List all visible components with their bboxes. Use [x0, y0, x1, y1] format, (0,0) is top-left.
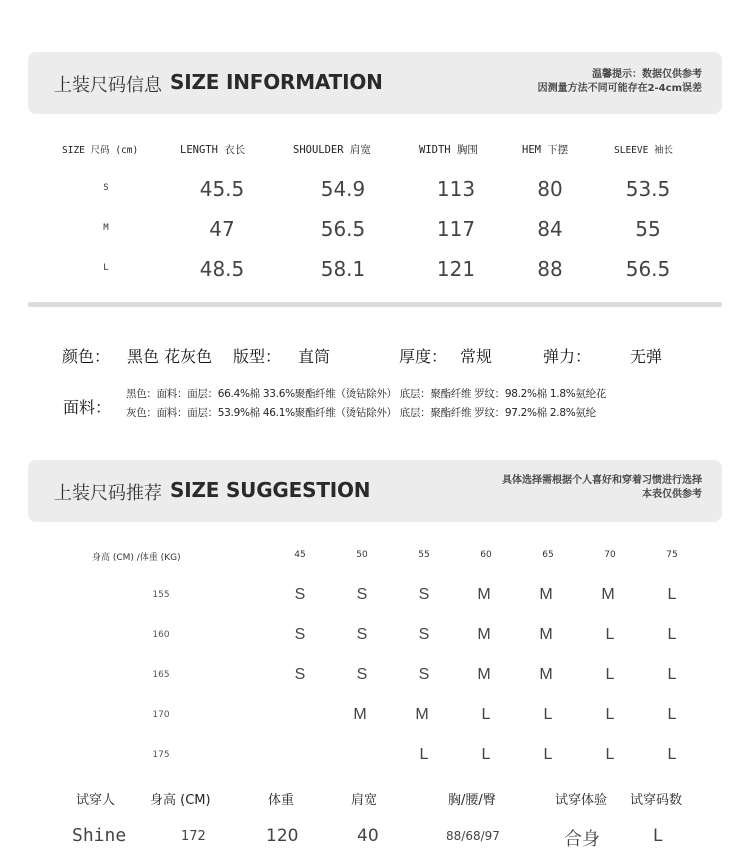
size-cell: S — [294, 586, 306, 603]
size-label: M — [103, 223, 109, 233]
size-cell: M — [539, 626, 553, 643]
size-label: L — [103, 263, 109, 273]
size-cell: M — [539, 666, 553, 683]
tryon-size: L — [653, 826, 663, 846]
tryon-header-experience: 试穿体验 — [555, 793, 608, 808]
tryon-header-size: 试穿码数 — [630, 793, 683, 808]
tryon-header-person: 试穿人 — [76, 793, 116, 808]
tryon-header-bwh: 胸/腰/臀 — [448, 793, 496, 808]
size-cell: S — [356, 586, 368, 603]
fabric-black-line: 黑色：面料：面层：66.4%棉 33.6%聚酯纤维（烫钻除外） 底层：聚酯纤维 罗纹：98.2%棉 1.8%氨纶花 — [126, 388, 606, 400]
size-suggestion-note-line1: 具体选择需根据个人喜好和穿着习惯进行选择 — [502, 475, 702, 486]
weight-header: 55 — [418, 550, 430, 560]
tryon-header-shoulder: 肩宽 — [351, 793, 378, 808]
size-cell: S — [356, 626, 368, 643]
height-weight-corner-label: 身高 (CM) /体重 (KG) — [92, 553, 181, 563]
size-cell: L — [543, 706, 553, 723]
fabric-grey-line: 灰色：面料：面层：53.9%棉 46.1%聚酯纤维（烫钻除外） 底层：聚酯纤维 罗纹：97.2%棉 2.8%氨纶 — [126, 407, 596, 419]
size-suggestion-title-cn: 上装尺码推荐 — [54, 483, 162, 504]
tryon-experience: 合身 — [564, 829, 600, 850]
size-cell: S — [294, 626, 306, 643]
size-info-title-cn: 上装尺码信息 — [54, 75, 162, 96]
size-cell: L — [605, 666, 615, 683]
size-cell: L — [667, 626, 677, 643]
length-value: 45.5 — [199, 177, 245, 201]
size-cell: L — [481, 746, 491, 763]
shoulder-col-header: SHOULDER 肩宽 — [293, 144, 371, 156]
height-label: 170 — [152, 710, 170, 720]
weight-header: 65 — [542, 550, 554, 560]
length-value: 48.5 — [199, 257, 245, 281]
size-cell: S — [294, 666, 306, 683]
size-cell: M — [601, 586, 615, 603]
size-info-title-en: SIZE INFORMATION — [170, 70, 383, 94]
size-cell: S — [418, 626, 430, 643]
size-info-banner — [28, 52, 722, 114]
size-suggestion-note — [502, 474, 702, 502]
size-cell: L — [667, 666, 677, 683]
height-label: 155 — [152, 590, 170, 600]
width-col-header: WIDTH 胸围 — [419, 144, 478, 156]
size-cell: S — [418, 666, 430, 683]
weight-header: 75 — [666, 550, 678, 560]
section-divider — [28, 302, 722, 307]
fit-label: 版型： — [233, 347, 282, 366]
shoulder-value: 54.9 — [320, 177, 366, 201]
height-label: 165 — [152, 670, 170, 680]
fabric-label: 面料： — [63, 398, 112, 417]
tryon-shoulder: 40 — [357, 826, 379, 846]
size-suggestion-banner — [28, 460, 722, 522]
size-info-note-line1: 温馨提示：数据仅供参考 — [592, 69, 702, 80]
sleeve-value: 56.5 — [625, 257, 671, 281]
size-cell: L — [605, 706, 615, 723]
size-suggestion-note-line2: 本表仅供参考 — [642, 489, 702, 500]
thickness-label: 厚度： — [399, 347, 448, 366]
width-value: 113 — [436, 177, 476, 201]
hem-col-header: HEM 下摆 — [522, 144, 569, 156]
size-col-header: SIZE 尺码 (cm) — [62, 145, 139, 156]
size-cell: M — [477, 666, 491, 683]
length-value: 47 — [209, 217, 235, 241]
size-cell: S — [356, 666, 368, 683]
weight-header: 50 — [356, 550, 368, 560]
size-cell: M — [539, 586, 553, 603]
color-label: 颜色： — [62, 347, 111, 366]
size-cell: L — [481, 706, 491, 723]
size-cell: L — [667, 746, 677, 763]
elasticity-value: 无弹 — [630, 347, 663, 366]
width-value: 121 — [436, 257, 476, 281]
shoulder-value: 58.1 — [320, 257, 366, 281]
tryon-bwh: 88/68/97 — [446, 829, 500, 843]
elasticity-label: 弹力： — [543, 347, 592, 366]
weight-header: 70 — [604, 550, 616, 560]
size-cell: L — [605, 746, 615, 763]
hem-value: 88 — [537, 257, 563, 281]
height-label: 175 — [152, 750, 170, 760]
fit-value: 直筒 — [298, 347, 331, 366]
size-info-note-line2: 因测量方法不同可能存在2-4cm误差 — [537, 83, 702, 94]
size-suggestion-title-en: SIZE SUGGESTION — [170, 478, 371, 502]
tryon-height: 172 — [181, 829, 206, 844]
size-cell: M — [353, 706, 367, 723]
weight-header: 45 — [294, 550, 306, 560]
size-cell: M — [477, 626, 491, 643]
shoulder-value: 56.5 — [320, 217, 366, 241]
length-col-header: LENGTH 衣长 — [180, 144, 246, 156]
thickness-value: 常规 — [460, 347, 493, 366]
width-value: 117 — [436, 217, 476, 241]
tryon-header-height: 身高 (CM) — [150, 793, 211, 808]
size-cell: L — [543, 746, 553, 763]
sleeve-col-header: SLEEVE 袖长 — [614, 145, 674, 156]
size-cell: L — [667, 586, 677, 603]
color-value: 黑色 花灰色 — [127, 347, 213, 366]
tryon-person: Shine — [72, 825, 127, 846]
sleeve-value: 55 — [635, 217, 661, 241]
size-cell: M — [415, 706, 429, 723]
size-info-note — [538, 68, 702, 96]
tryon-header-weight: 体重 — [268, 793, 295, 808]
size-cell: L — [605, 626, 615, 643]
hem-value: 80 — [537, 177, 563, 201]
size-cell: M — [477, 586, 491, 603]
size-cell: L — [419, 746, 429, 763]
size-cell: S — [418, 586, 430, 603]
size-cell: L — [667, 706, 677, 723]
tryon-weight: 120 — [266, 826, 299, 846]
weight-header: 60 — [480, 550, 492, 560]
hem-value: 84 — [537, 217, 563, 241]
size-label: S — [103, 183, 109, 193]
sleeve-value: 53.5 — [625, 177, 671, 201]
height-label: 160 — [152, 630, 170, 640]
